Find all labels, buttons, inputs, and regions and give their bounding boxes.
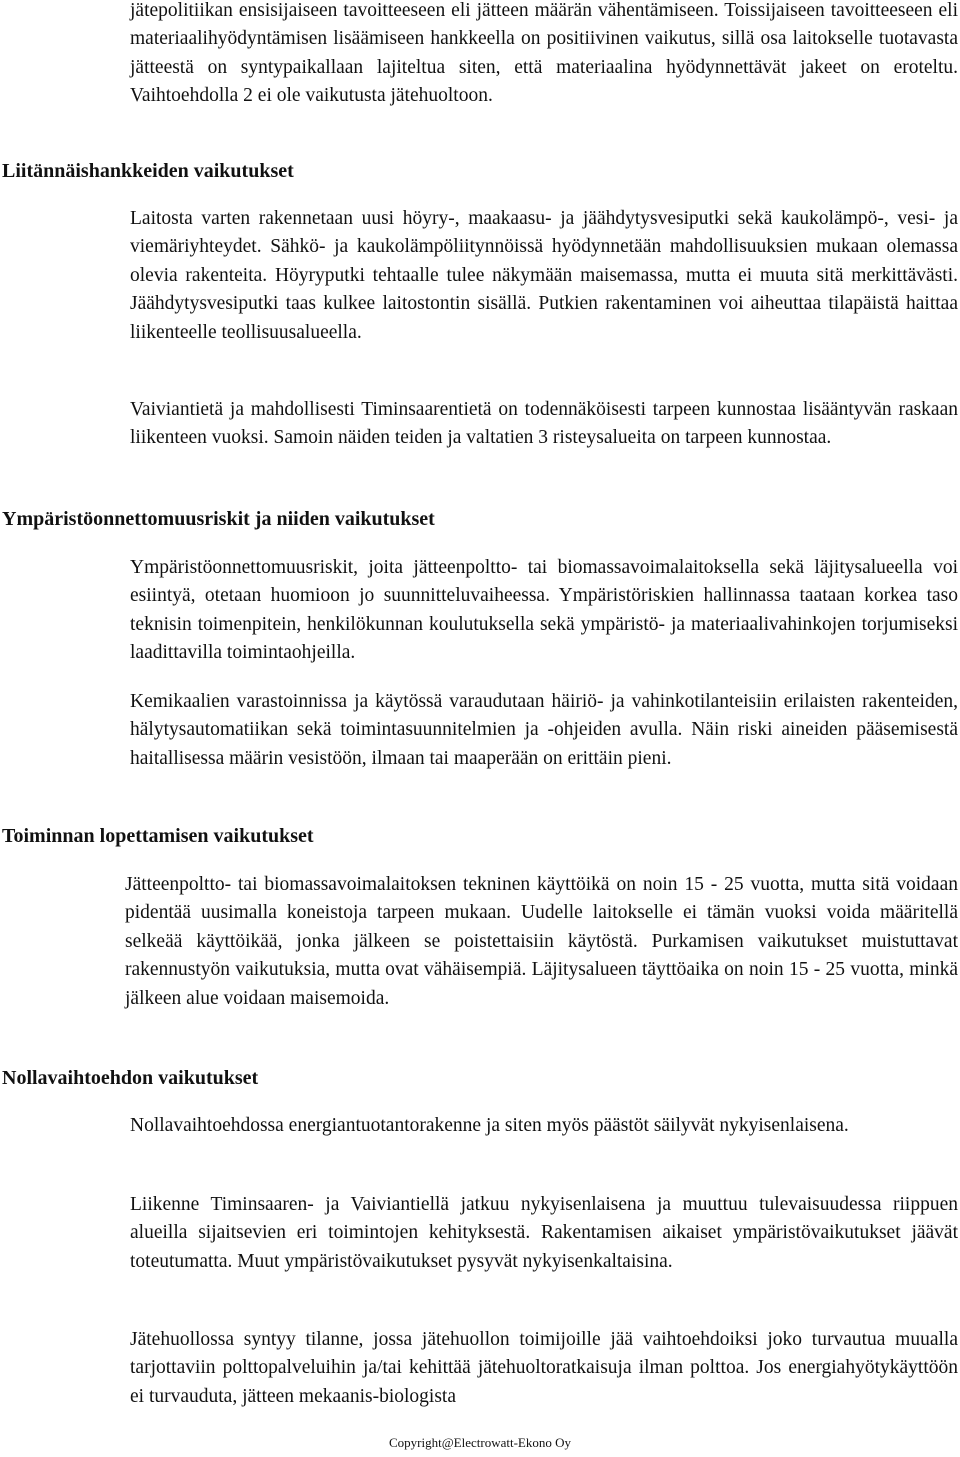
heading-decommissioning: Toiminnan lopettamisen vaikutukset <box>2 825 314 847</box>
copyright-footer: Copyright@Electrowatt-Ekono Oy <box>388 1435 572 1450</box>
heading-environmental-risks: Ympäristöonnettomuusriskit ja niiden vaikutukset <box>2 508 435 530</box>
heading-auxiliary-projects: Liitännäishankkeiden vaikutukset <box>2 160 294 182</box>
paragraph-pipelines: Laitosta varten rakennetaan uusi höyry-, maakaasu- ja jäähdytysvesiputki sekä kaukolämpö-, vesi- ja viemäriyhteydet. Sähkö- ja kaukolämpöliitynnöissä hyödynnetään mahdollisuuksien mukaan olemassa olevia rakenteita. Höyryputki tehtaalle tulee näkymään maisemassa, mutta ei muuta sitä merkittävästi. Jäähdytysvesiputki taas kulkee laitostontin sisällä. Putkien rakentaminen voi aiheuttaa tilapäistä haittaa liikenteelle teollisuusalueella. <box>130 208 958 343</box>
paragraph-zero-traffic: Liikenne Timinsaaren- ja Vaiviantiellä jatkuu nykyisenlaisena ja muuttuu tulevaisuudessa riippuen alueilla sijaitsevien eri toimintojen kehityksestä. Rakentamisen aikaiset ympäristövaikutukset jäävät toteutumatta. Muut ympäristövaikutukset pysyvät nykyisenkaltaisina. <box>130 1194 958 1272</box>
paragraph-waste-policy: jätepolitiikan ensisijaiseen tavoitteeseen eli jätteen määrän vähentämiseen. Toissijaiseen tavoitteeseen eli materiaalihyödyntämisen lisäämiseen hankkeella on positiivinen vaikutus, sillä osa laitokselle tuotavasta jätteestä on syntypaikallaan lajiteltua siten, että materiaalina hyödynnettävät jakeet on eroteltu. Vaihtoehdolla 2 ei ole vaikutusta jätehuoltoon. <box>130 0 958 107</box>
paragraph-roads: Vaiviantietä ja mahdollisesti Timinsaarentietä on todennäköisesti tarpeen kunnostaa lisääntyvän raskaan liikenteen vuoksi. Samoin näiden teiden ja valtatien 3 risteysalueita on tarpeen kunnostaa. <box>130 399 958 449</box>
paragraph-risk-management: Ympäristöonnettomuusriskit, joita jätteenpoltto- tai biomassavoimalaitoksella sekä läjitysalueella voi esiintyä, otetaan huomioon jo suunnitteluvaiheessa. Ympäristöriskien hallinnassa taataan korkea taso teknisin toimenpitein, henkilökunnan koulutuksella sekä ympäristö- ja materiaalivahinkojen torjumiseksi laadittavilla toimintaohjeilla. <box>130 557 958 664</box>
paragraph-zero-waste: Jätehuollossa syntyy tilanne, jossa jätehuollon toimijoille jää vaihtoehdoiksi joko turvautua muualla tarjottaviin polttopalveluihin ja/tai kehittää jätehuoltoratkaisuja ilman polttoa. Jos energiahyötykäyttöön ei turvauduta, jätteen mekaanis-biologista <box>130 1329 958 1407</box>
paragraph-chemicals: Kemikaalien varastoinnissa ja käytössä varaudutaan häiriö- ja vahinkotilanteisiin erilaisten rakenteiden, hälytysautomatiikan sekä toimintasuunnitelmien ja -ohjeiden avulla. Näin riski aineiden pääsemisestä haitallisessa määrin vesistöön, ilmaan tai maaperään on erittäin pieni. <box>130 691 958 769</box>
heading-zero-alternative: Nollavaihtoehdon vaikutukset <box>2 1067 259 1089</box>
paragraph-plant-lifetime: Jätteenpoltto- tai biomassavoimalaitoksen tekninen käyttöikä on noin 15 - 25 vuotta, mutta sitä voidaan pidentää uusimalla koneistoja tarpeen mukaan. Uudelle laitokselle ei tämän vuoksi voida määritellä selkeää käyttöikää, jonka jälkeen se poistettaisiin käytöstä. Purkamisen vaikutukset muistuttavat rakennustyön vaikutuksia, mutta ovat vähäisempiä. Läjitysalueen täyttöaika on noin 15 - 25 vuotta, minkä jälkeen alue voidaan maisemoida. <box>125 874 958 1009</box>
paragraph-zero-energy: Nollavaihtoehdossa energiantuotantorakenne ja siten myös päästöt säilyvät nykyisenlaisena. <box>130 1115 849 1136</box>
